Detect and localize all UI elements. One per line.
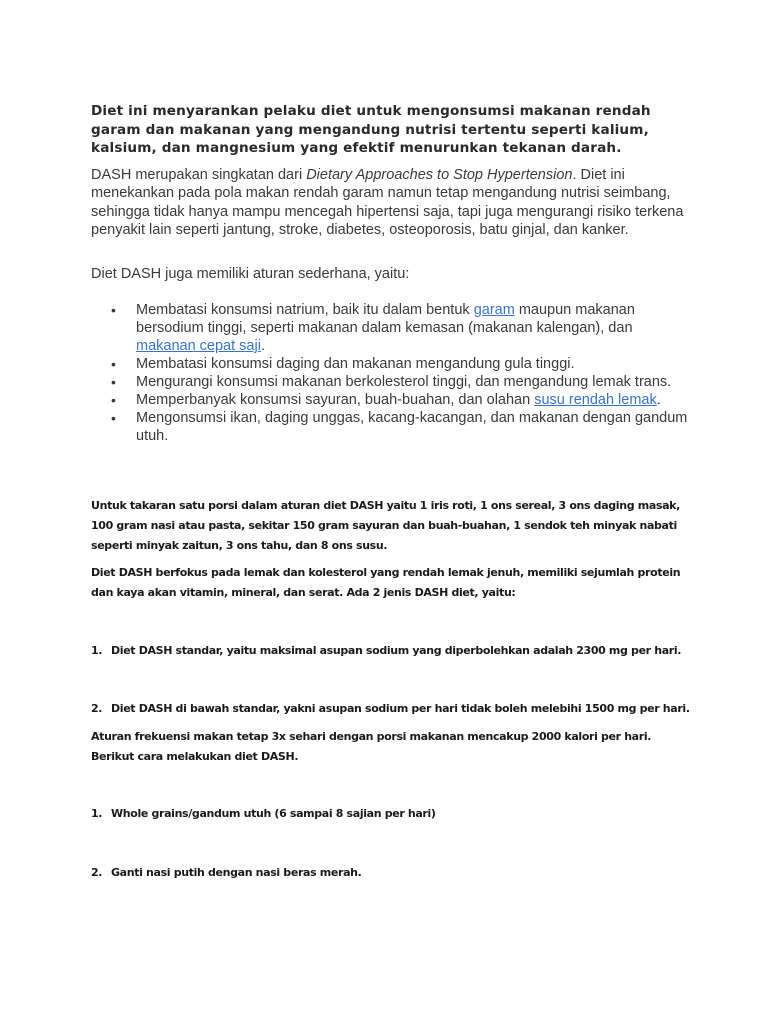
meal-frequency-paragraph: Aturan frekuensi makan tetap 3x sehari dengan porsi makanan mencakup 2000 kalori per hari. Berikut cara melakukan diet DASH. (91, 730, 652, 763)
rules-bullet-list (91, 301, 691, 445)
para1-text-before: DASH merupakan singkatan dari (91, 167, 307, 183)
list-number: 1. (91, 644, 103, 657)
bullet4-text-after: . (656, 392, 661, 408)
para1-italic-term: Dietary Approaches to Stop Hypertension (306, 167, 573, 183)
portion-paragraph: Untuk takaran satu porsi dalam aturan diet DASH yaitu 1 iris roti, 1 ons sereal, 3 ons daging masak, 100 gram nasi atau pasta, sekitar 150 gram sayuran dan buah-buahan, 1 sendok teh minyak nabati seperti minyak zaitun, 3 ons tahu, dan 8 ons susu. (91, 499, 680, 552)
link-susu-rendah-lemak[interactable]: susu rendah lemak (534, 392, 657, 408)
bullet1-text-middle: maupun makanan bersodium tinggi, seperti makanan dalam kemasan (makanan kalengan), dan (136, 302, 635, 336)
dash-type-standard-text: Diet DASH standar, yaitu maksimal asupan sodium yang diperbolehkan adalah 2300 mg per hari. (111, 644, 682, 657)
bullet4-text-before: Memperbanyak konsumsi sayuran, buah-buahan, dan olahan (136, 392, 535, 408)
bullet-icon: • (111, 302, 116, 318)
bullet-item-vegetables (91, 391, 691, 409)
bullet-item-fish-poultry (91, 409, 691, 445)
dash-definition-paragraph (91, 166, 691, 239)
step-whole-grains-text: Whole grains/gandum utuh (6 sampai 8 sajian per hari) (111, 807, 436, 820)
bullet3-text: Mengurangi konsumsi makanan berkolesterol tinggi, dan mengandung lemak trans. (136, 374, 672, 390)
bullet-icon: • (111, 392, 116, 408)
bullet-icon: • (111, 410, 116, 426)
bullet-item-sodium (91, 301, 691, 355)
step-brown-rice (91, 863, 691, 883)
rules-intro-paragraph: Diet DASH juga memiliki aturan sederhana, yaitu: (91, 266, 410, 282)
step-brown-rice-text: Ganti nasi putih dengan nasi beras merah. (111, 866, 362, 879)
link-makanan-cepat-saji[interactable]: makanan cepat saji (136, 338, 261, 354)
dash-focus-paragraph: Diet DASH berfokus pada lemak dan kolesterol yang rendah lemak jenuh, memiliki sejumlah protein dan kaya akan vitamin, mineral, dan serat. Ada 2 jenis DASH diet, yaitu: (91, 566, 681, 599)
bullet5-text: Mengonsumsi ikan, daging unggas, kacang-kacangan, dan makanan dengan gandum utuh. (136, 410, 688, 444)
intro-heading: Diet ini menyarankan pelaku diet untuk mengonsumsi makanan rendah garam dan makanan yang mengandung nutrisi tertentu seperti kalium, kalsium, dan mangnesium yang efektif menurunkan tekanan darah. (91, 103, 651, 156)
bullet2-text: Membatasi konsumsi daging dan makanan mengandung gula tinggi. (136, 356, 575, 372)
bullet1-text-after: . (260, 338, 265, 354)
list-number: 2. (91, 702, 103, 715)
bullet1-text-before: Membatasi konsumsi natrium, baik itu dalam bentuk (136, 302, 474, 318)
dash-type-below-standard (91, 699, 691, 719)
dash-type-standard (91, 641, 691, 661)
link-garam[interactable]: garam (473, 302, 515, 318)
list-number: 2. (91, 866, 103, 879)
list-number: 1. (91, 807, 103, 820)
bullet-item-cholesterol (91, 373, 691, 391)
bullet-icon: • (111, 374, 116, 390)
para1-text-after: . Diet ini menekankan pada pola makan rendah garam namun tetap mengandung nutrisi seimbang, sehingga tidak hanya mampu mencegah hipertensi saja, tapi juga mengurangi risiko terkena penyakit lain seperti jantung, stroke, diabetes, osteoporosis, batu ginjal, dan kanker. (91, 167, 684, 238)
dash-type-below-standard-text: Diet DASH di bawah standar, yakni asupan sodium per hari tidak boleh melebihi 1500 mg per hari. (111, 702, 690, 715)
bullet-item-meat-sugar (91, 355, 691, 373)
step-whole-grains (91, 804, 691, 824)
bullet-icon: • (111, 356, 116, 372)
